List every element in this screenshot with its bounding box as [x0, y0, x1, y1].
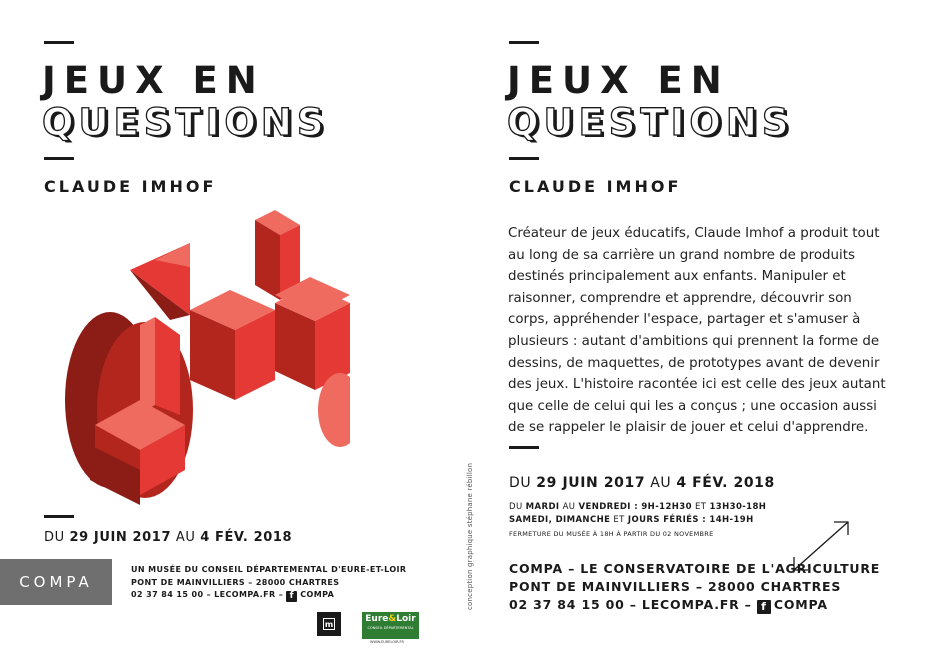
title-line-1: JEUX EN — [42, 59, 265, 102]
text-line: que celle de celui qui les a conçus ; une occasion aussi — [508, 398, 877, 414]
right-address — [509, 560, 880, 614]
text-line: destinés principalement aux enfants. Manipuler et — [508, 269, 846, 285]
text-line: Créateur de jeux éducatifs, Claude Imhof a produit tout — [508, 226, 880, 241]
facebook-icon: f — [286, 591, 297, 602]
text-line: raisonner, comprendre et apprendre, découvrir son — [508, 290, 852, 306]
address-line: COMPA – LE CONSERVATOIRE DE L'AGRICULTURE — [509, 561, 881, 576]
title-line-2: QUESTIONS — [42, 101, 329, 144]
text-line: dessins, de maquettes, de prototypes avant de devenir — [508, 355, 880, 371]
left-address — [131, 564, 406, 602]
title-rule — [509, 157, 539, 160]
exhibition-dates: DU 29 JUIN 2017 AU 4 FÉV. 2018 — [509, 475, 775, 491]
author-name: CLAUDE IMHOF — [44, 177, 217, 196]
description-text — [508, 223, 886, 439]
design-credit: conception graphique stéphane rébillon — [466, 462, 474, 610]
eure-et-loir-url: WWW.EURELOIR.FR — [370, 640, 404, 644]
hours-weekend: SAMEDI, DIMANCHE ET JOURS FÉRIÉS : 14H-19H — [509, 515, 754, 525]
opening-hours — [509, 501, 766, 527]
text-line: au long de sa carrière un grand nombre de produits — [508, 247, 855, 263]
author-name: CLAUDE IMHOF — [509, 177, 682, 196]
address-line: PONT DE MAINVILLIERS – 28000 CHARTRES — [509, 579, 842, 594]
title-line-2: QUESTIONS — [507, 101, 794, 144]
contact-line: 02 37 84 15 00 – LECOMPA.FR – f COMPA — [131, 590, 335, 601]
top-rule — [44, 41, 74, 44]
eure-et-loir-logo: Eure&Loir CONSEIL DÉPARTEMENTAL — [362, 612, 419, 639]
closing-note: FERMETURE DU MUSÉE À 18H À PARTIR DU 02 NOVEMBRE — [509, 530, 714, 538]
exhibition-dates: DU 29 JUIN 2017 AU 4 FÉV. 2018 — [44, 530, 293, 545]
address-line: PONT DE MAINVILLIERS – 28000 CHARTRES — [131, 577, 340, 587]
contact-line: 02 37 84 15 00 – LECOMPA.FR – f COMPA — [509, 597, 828, 613]
text-line: plusieurs : autant d'ambitions qui prennent la forme de — [508, 333, 880, 349]
facebook-icon: f — [757, 600, 771, 614]
title-rule — [44, 157, 74, 160]
text-line: des jeux. L'histoire racontée ici est celle des jeux autant — [508, 377, 886, 393]
museum-logo: m — [317, 612, 341, 636]
address-line: UN MUSÉE DU CONSEIL DÉPARTEMENTAL D'EURE-ET-LOIR — [131, 565, 407, 574]
dates-rule — [44, 515, 74, 518]
tractor-illustration — [60, 205, 350, 505]
dates-rule — [509, 446, 539, 449]
top-rule — [509, 41, 539, 44]
text-line: de se rappeler le plaisir de jouer et celui d'apprendre. — [508, 420, 869, 436]
compa-logo: COMPA — [0, 559, 112, 605]
title-line-1: JEUX EN — [507, 59, 730, 102]
hours-weekdays: DU MARDI AU VENDREDI : 9H-12H30 ET 13H30-18H — [509, 502, 767, 512]
text-line: corps, appréhender l'espace, partager et s'amuser à — [508, 312, 861, 328]
